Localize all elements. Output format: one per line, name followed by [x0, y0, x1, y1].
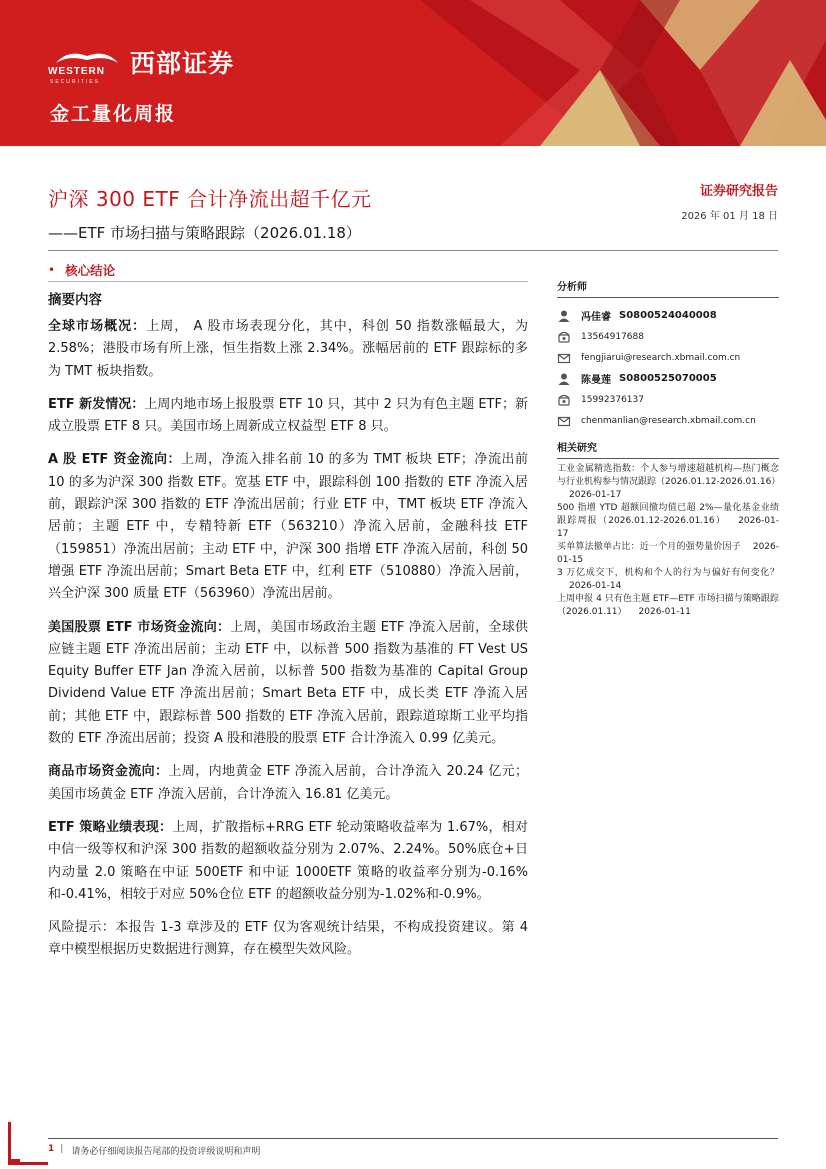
paragraph-global-market: 全球市场概况：上周， A 股市场表现分化，其中，科创 50 指数涨幅最大，为 2.58%；港股市场有所上涨，恒生指数上涨 2.34%。涨幅居前的 ETF 跟踪标的多为 TMT 板块指数。 — [48, 319, 528, 379]
analyst-phone: 13564917688 — [557, 326, 779, 347]
logo-horns-icon — [48, 47, 126, 65]
page-subtitle: ——ETF 市场扫描与策略跟踪（2026.01.18） — [48, 224, 361, 242]
analyst-email: fengjiarui@research.xbmail.com.cn — [557, 347, 779, 368]
company-logo — [48, 44, 235, 85]
header-banner — [0, 0, 826, 146]
page-title: 沪深 300 ETF 合计净流出超千亿元 — [48, 187, 372, 211]
related-research-title: 相关研究 — [557, 439, 779, 459]
logo-en: WESTERN — [48, 66, 105, 77]
abstract-title: 摘要内容 — [48, 292, 102, 308]
paragraph-etf-new: ETF 新发情况：上周内地市场上报股票 ETF 10 只，其中 2 只为有色主题 ETF；新成立股票 ETF 8 只。美国市场上周新成立权益型 ETF 8 只。 — [48, 396, 529, 435]
phone-icon — [557, 330, 571, 344]
paragraph-a-share-flow: A 股 ETF 资金流向：上周，净流入排名前 10 的多为 TMT 板块 ETF；净流出前 10 的多为沪深 300 指数 ETF。宽基 ETF 中，跟踪科创 100 指数的 ETF 净流入居前，跟踪沪深 300 指数的 ETF 净流出居前；行业 ETF 中，TMT 板块 ETF 净流入居前；主题 ETF 中，专精特新 ETF（563210）净流入居前，金融科技 ETF（159851）净流出居前；主动 ETF 中，沪深 300 指增 ETF 净流入居前，科创 50 增强 ETF 净流出居前；Smart Beta ETF 中，红利 ETF（510880）净流入居前，兴全沪深 300 质量 ETF（563960）净流出居前。 — [48, 452, 528, 602]
email-icon — [557, 414, 571, 428]
paragraph-strategy: ETF 策略业绩表现：上周，扩散指标+RRG ETF 轮动策略收益率为 1.67%，相对中信一级等权和沪深 300 指数的超额收益分别为 2.07%、2.24%。50%底仓+日内动量 2.0 策略在中证 500ETF 和中证 1000ETF 策略的收益率分别为-0.16%和-0.41%，相较于对应 50%仓位 ETF 的超额收益分别为-1.02%和-0.9%。 — [48, 819, 529, 902]
related-research-item[interactable]: 500 指增 YTD 超额回撤均值已超 2%—量化基金业绩跟踪周报（2026.01.12-2026.01.16） 2026-01-17 — [557, 503, 779, 539]
divider — [48, 250, 778, 251]
footer-separator: | — [60, 1144, 64, 1154]
analyst-email: chenmanlian@research.xbmail.com.cn — [557, 410, 779, 431]
main-content — [48, 288, 528, 973]
paragraph-us-flow: 美国股票 ETF 市场资金流向：上周，美国市场政治主题 ETF 净流入居前，全球供应链主题 ETF 净流出居前；主动 ETF 中，以标普 500 指数为基准的 FT Vest US Equity Buffer ETF Jan 净流入居前，以标普 500 指数为基准的 Capital Group Dividend Value ETF 净流出居前；Smart Beta ETF 中，成长类 ETF 净流入居前；其他 ETF 中，跟踪标普 500 指数的 ETF 净流入居前，跟踪道琼斯工业平均指数的 ETF 净流出居前；投资 A 股和港股的股票 ETF 合计净流入 0.99 亿美元。 — [48, 619, 528, 747]
report-category: 证券研究报告 — [699, 184, 778, 199]
related-research-item[interactable]: 工业金属精选指数：个人参与增速超越机构—热门概念与行业机构参与情况跟踪（2026.01.12-2026.01.16）2026-01-17 — [557, 464, 781, 500]
analyst-row: 陈曼莲 S0800525070005 — [557, 368, 779, 389]
phone-icon — [557, 393, 571, 407]
logo-cn: 西部证券 — [130, 49, 235, 78]
person-icon — [557, 372, 571, 386]
report-date: 2026 年 01 月 18 日 — [681, 211, 778, 222]
corner-decoration — [8, 1122, 20, 1162]
person-icon — [557, 309, 571, 323]
related-research-item[interactable]: 上周申报 4 只有色主题 ETF—ETF 市场扫描与策略跟踪（2026.01.11） 2026-01-11 — [557, 594, 779, 617]
analyst-phone: 15992376137 — [557, 389, 779, 410]
footer-disclaimer: 请务必仔细阅读报告尾部的投资评级说明和声明 — [71, 1147, 261, 1157]
page-number: 1 — [48, 1144, 55, 1154]
sidebar — [557, 278, 779, 619]
section-header — [48, 260, 548, 279]
paragraph-risk: 风险提示：本报告 1-3 章涉及的 ETF 仅为客观统计结果，不构成投资建议。第 4 章中模型根据历史数据进行测算，存在模型失效风险。 — [48, 920, 528, 958]
corner-decoration — [8, 1162, 48, 1165]
analyst-row: 冯佳睿 S0800524040008 — [557, 305, 779, 326]
related-research-item[interactable]: 3 万亿成交下，机构和个人的行为与偏好有何变化？2026-01-14 — [557, 568, 779, 591]
report-type: 金工量化周报 — [50, 103, 177, 125]
related-research-item[interactable]: 买单算法撤单占比：近一个月的强势量价因子 2026-01-15 — [557, 542, 779, 565]
email-icon — [557, 351, 571, 365]
page-footer — [48, 1138, 778, 1157]
logo-en-sub: SECURITIES — [50, 79, 101, 85]
section-bullet: • — [48, 262, 56, 277]
analysts-title: 分析师 — [557, 278, 779, 298]
paragraph-commodity-flow: 商品市场资金流向：上周，内地黄金 ETF 净流入居前，合计净流入 20.24 亿元；美国市场黄金 ETF 净流入居前，合计净流入 16.81 亿美元。 — [48, 764, 528, 802]
section-divider — [48, 281, 528, 282]
section-title: 核心结论 — [65, 262, 116, 278]
